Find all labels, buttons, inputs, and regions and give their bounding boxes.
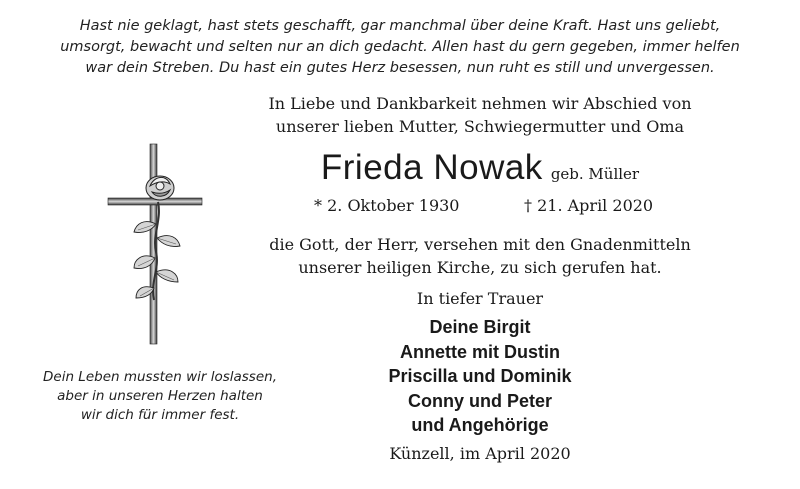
cross-with-rose-icon [100, 140, 210, 350]
deceased-name-row [250, 148, 710, 188]
blessing-text [250, 233, 710, 279]
birth-date: * 2. Oktober 1930 [314, 196, 460, 215]
intro-text [250, 92, 710, 138]
mourners-list [250, 315, 710, 438]
verse-line: Dein Leben mussten wir loslassen, [43, 369, 277, 385]
poem-line: Hast nie geklagt, hast stets geschafft, gar manchmal über deine Kraft. Hast uns geliebt, [79, 18, 721, 34]
death-date: † 21. April 2020 [524, 196, 654, 215]
poem-line: umsorgt, bewacht und selten nur an dich gedacht. Allen hast du gern gegeben, immer helfen [60, 39, 740, 55]
verse-line: aber in unseren Herzen halten [57, 388, 263, 404]
poem-line: war dein Streben. Du hast ein gutes Herz besessen, nun ruht es still und unvergessen. [85, 60, 715, 76]
blessing-line: unserer heiligen Kirche, zu sich gerufen hat. [298, 258, 662, 277]
mourner-name: Annette mit Dustin [400, 341, 560, 362]
place-date: Künzell, im April 2020 [389, 444, 571, 463]
intro-line: unserer lieben Mutter, Schwiegermutter und Oma [275, 117, 685, 136]
intro-line: In Liebe und Dankbarkeit nehmen wir Abschied von [268, 94, 692, 113]
maiden-name: geb. Müller [550, 165, 640, 183]
deceased-name: Frieda Nowak [320, 148, 543, 187]
farewell-verse [20, 368, 300, 425]
mourner-name: Deine Birgit [429, 317, 531, 337]
mourner-name: Priscilla und Dominik [388, 366, 572, 386]
blessing-line: die Gott, der Herr, versehen mit den Gnadenmitteln [269, 235, 691, 254]
poem [40, 16, 760, 79]
verse-line: wir dich für immer fest. [80, 407, 240, 423]
mourning-label: In tiefer Trauer [416, 289, 544, 308]
mourner-name: Conny und Peter [407, 390, 552, 411]
mourner-name: und Angehörige [411, 415, 549, 435]
